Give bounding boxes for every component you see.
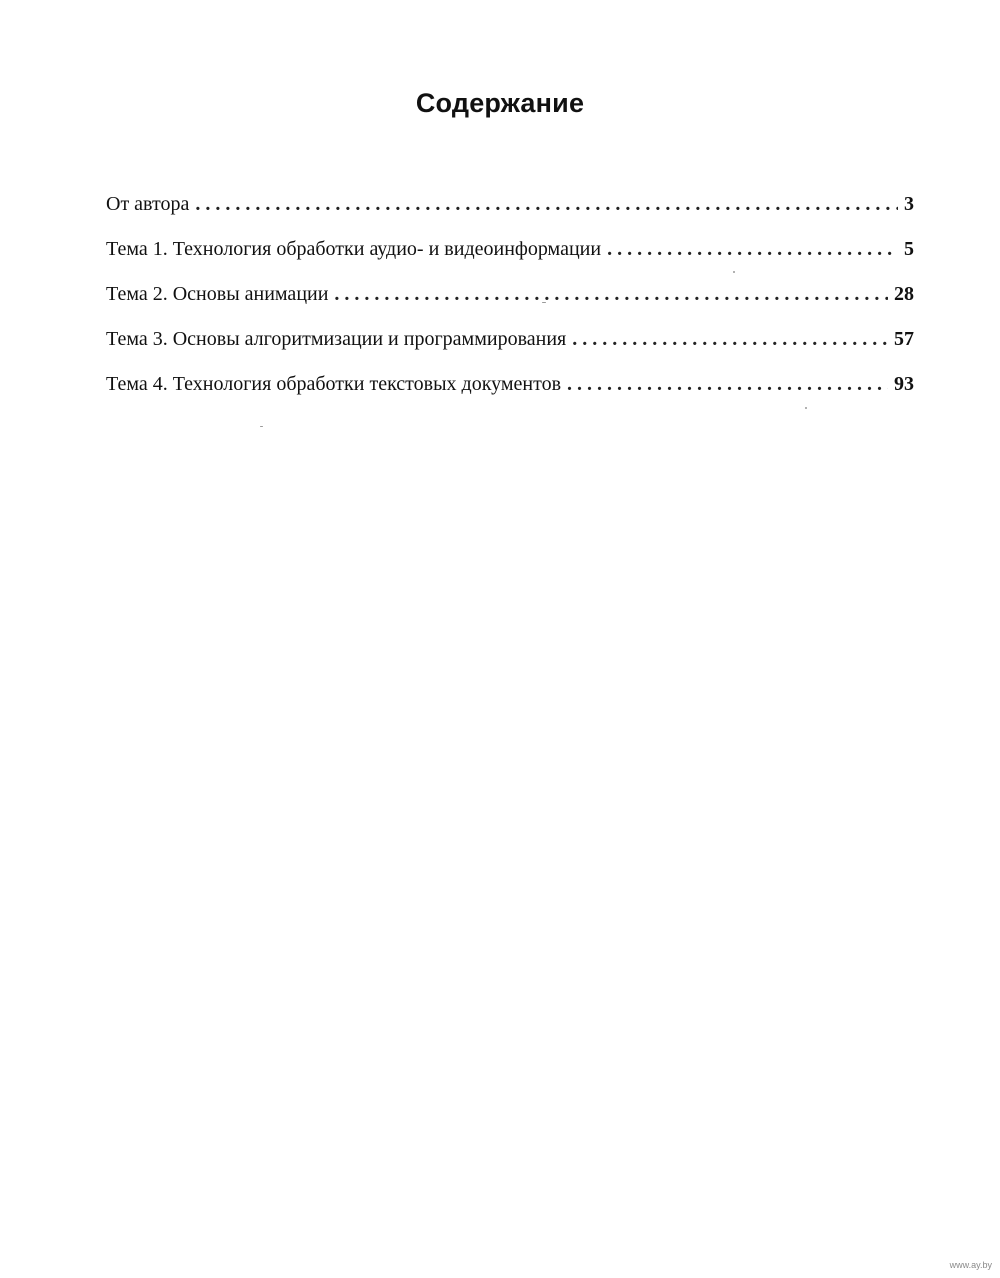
toc-dot-leader xyxy=(195,189,898,219)
toc-dot-leader xyxy=(567,369,888,399)
toc-dot-leader xyxy=(334,279,888,309)
page-title: Содержание xyxy=(415,88,585,118)
toc-entry-page: 5 xyxy=(904,238,914,260)
toc-entry-label: Тема 3. Основы алгоритмизации и программирования xyxy=(106,328,567,350)
toc-dot-leader xyxy=(572,324,888,354)
scan-speck xyxy=(733,271,735,273)
toc-entry-page: 57 xyxy=(894,328,914,350)
toc-entry-page: 3 xyxy=(904,193,914,215)
toc-entry-topic-2 xyxy=(106,279,914,324)
scan-speck xyxy=(542,302,546,303)
toc-entry-label: Тема 1. Технология обработки аудио- и видеоинформации xyxy=(106,238,602,260)
toc-entry-topic-3 xyxy=(106,324,914,369)
toc-entry-topic-4 xyxy=(106,369,914,414)
scan-speck xyxy=(805,407,807,409)
toc-entry-label: Тема 2. Основы анимации xyxy=(106,283,329,305)
toc-entry-label: От автора xyxy=(106,193,190,215)
toc-dot-leader xyxy=(607,234,898,264)
toc-entry-author xyxy=(106,189,914,234)
toc-entry-page: 28 xyxy=(894,283,914,305)
toc-entry-label: Тема 4. Технология обработки текстовых документов xyxy=(106,373,562,395)
scan-speck xyxy=(260,426,263,427)
toc-entry-topic-1 xyxy=(106,234,914,279)
watermark: www.ay.by xyxy=(949,1260,992,1270)
toc-entry-page: 93 xyxy=(894,373,914,395)
table-of-contents xyxy=(106,189,914,414)
